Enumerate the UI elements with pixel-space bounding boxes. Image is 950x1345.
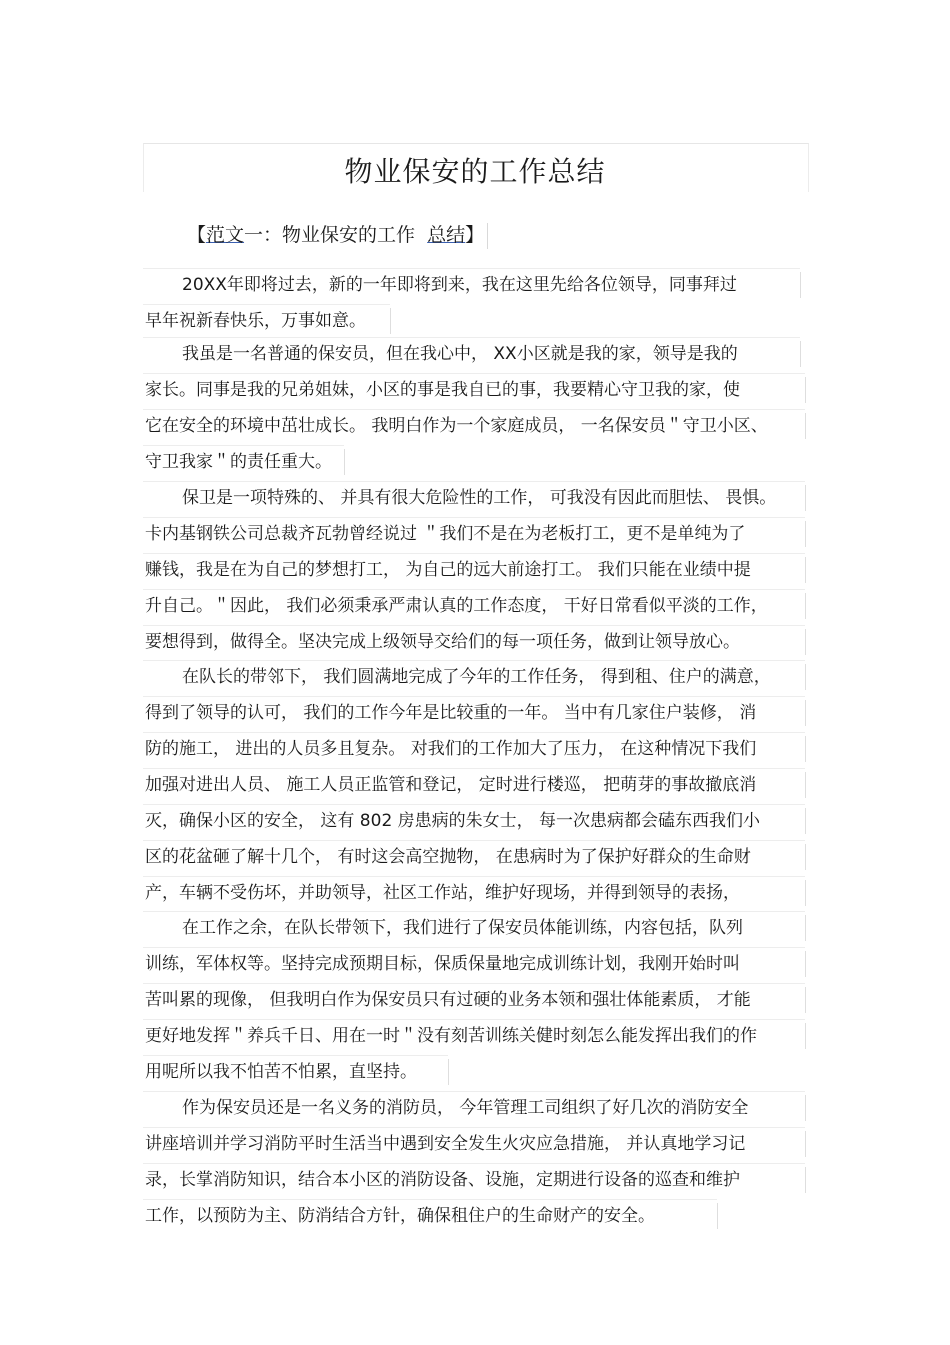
- text-line: 加强对进出人员、 施工人员正监管和登记， 定时进行楼巡， 把萌芽的事故撤底消: [145, 775, 757, 795]
- line-top-rule: [143, 840, 805, 841]
- subtitle-part-3: 总结: [427, 224, 466, 246]
- text-line: 我虽是一名普通的保安员，但在我心中， XX小区就是我的家，领导是我的: [182, 344, 738, 364]
- line-top-rule: [143, 268, 800, 269]
- line-top-rule: [143, 445, 344, 446]
- line-edge-rule: [805, 915, 806, 941]
- line-top-rule: [143, 911, 805, 912]
- line-edge-rule: [390, 308, 391, 334]
- line-edge-rule: [805, 1095, 806, 1121]
- text-line: 它在安全的环境中茁壮成长。 我明白作为一个家庭成员， 一名保安员＂守卫小区、: [145, 416, 768, 436]
- text-line: 在队长的带邻下， 我们圆满地完成了今年的工作任务， 得到租、住户的满意，: [182, 667, 771, 687]
- line-edge-rule: [805, 629, 806, 655]
- text-line: 卡内基钢铁公司总裁齐瓦勃曾经说过 ＂我们不是在为老板打工，更不是单纯为了: [145, 524, 746, 544]
- line-top-rule: [143, 1127, 805, 1128]
- subtitle-edge-rule: [487, 223, 488, 249]
- line-edge-rule: [805, 413, 806, 439]
- text-line: 苦叫累的现像， 但我明白作为保安员只有过硬的业务本领和强壮体能素质， 才能: [145, 990, 751, 1010]
- text-line: 录，长掌消防知识，结合本小区的消防设备、设施，定期进行设备的巡查和维护: [145, 1170, 740, 1190]
- text-line: 赚钱，我是在为自己的梦想打工， 为自己的远大前途打工。 我们只能在业绩中提: [145, 560, 751, 580]
- line-edge-rule: [805, 485, 806, 511]
- line-top-rule: [143, 768, 805, 769]
- line-top-rule: [143, 517, 805, 518]
- text-line: 区的花盆砸了解十几个， 有时这会高空抛物， 在患病时为了保护好群众的生命财: [145, 847, 751, 867]
- line-edge-rule: [805, 1131, 806, 1157]
- line-edge-rule: [805, 772, 806, 798]
- line-top-rule: [143, 696, 805, 697]
- text-line: 在工作之余，在队长带领下，我们进行了保安员体能训练，内容包括，队列: [182, 918, 743, 938]
- text-line: 防的施工， 进出的人员多且复杂。 对我们的工作加大了压力， 在这种情况下我们: [145, 739, 757, 759]
- text-line: 用呢所以我不怕苦不怕累，直坚持。: [145, 1062, 417, 1082]
- line-top-rule: [143, 304, 390, 305]
- text-line: 得到了领导的认可， 我们的工作今年是比较重的一年。 当中有几家住户装修， 消: [145, 703, 757, 723]
- line-top-rule: [143, 660, 805, 661]
- line-edge-rule: [805, 1167, 806, 1193]
- text-line: 升自己。＂因此， 我们必须秉承严肃认真的工作态度， 干好日常看似平淡的工作，: [145, 596, 768, 616]
- line-edge-rule: [717, 1203, 718, 1229]
- line-top-rule: [143, 553, 805, 554]
- line-edge-rule: [344, 449, 345, 475]
- subtitle-open-bracket: 【: [187, 224, 207, 246]
- subtitle-part-2: 一：物业保安的工作: [244, 224, 416, 246]
- text-line: 20XX年即将过去，新的一年即将到来，我在这里先给各位领导，同事拜过: [182, 275, 737, 295]
- text-line: 早年祝新春快乐，万事如意。: [145, 311, 366, 331]
- line-top-rule: [143, 876, 805, 877]
- line-edge-rule: [805, 377, 806, 403]
- text-line: 保卫是一项特殊的、 并具有很大危险性的工作， 可我没有因此而胆怯、 畏惧。: [182, 488, 777, 508]
- text-line: 作为保安员还是一名义务的消防员， 今年管理工司组织了好几次的消防安全: [182, 1098, 749, 1118]
- line-top-rule: [143, 625, 805, 626]
- line-top-rule: [143, 804, 805, 805]
- line-top-rule: [143, 1019, 805, 1020]
- line-top-rule: [143, 409, 805, 410]
- line-top-rule: [143, 1163, 805, 1164]
- page-title: 物业保安的工作总结: [344, 155, 606, 188]
- line-top-rule: [143, 481, 805, 482]
- line-top-rule: [143, 1199, 717, 1200]
- line-edge-rule: [448, 1059, 449, 1085]
- text-line: 训练，军体权等。坚持完成预期目标，保质保量地完成训练计划，我刚开始时叫: [145, 954, 740, 974]
- text-line: 更好地发挥＂养兵千日、用在一时＂没有刻苦训练关健时刻怎么能发挥出我们的作: [145, 1026, 757, 1046]
- line-edge-rule: [805, 951, 806, 977]
- subtitle-part-1: 范文: [206, 224, 245, 246]
- line-edge-rule: [805, 808, 806, 834]
- line-edge-rule: [805, 844, 806, 870]
- subtitle: [187, 220, 488, 249]
- text-line: 要想得到，做得全。坚决完成上级领导交给们的每一项任务，做到让领导放心。: [145, 632, 740, 652]
- line-edge-rule: [805, 1023, 806, 1049]
- line-top-rule: [143, 983, 805, 984]
- subtitle-close-bracket: 】: [465, 224, 485, 246]
- line-edge-rule: [805, 736, 806, 762]
- line-edge-rule: [805, 880, 806, 906]
- line-edge-rule: [800, 341, 801, 367]
- line-top-rule: [143, 732, 805, 733]
- line-edge-rule: [805, 593, 806, 619]
- line-top-rule: [143, 589, 805, 590]
- text-line: 守卫我家＂的责任重大。: [145, 452, 332, 472]
- line-edge-rule: [805, 521, 806, 547]
- line-edge-rule: [805, 700, 806, 726]
- line-edge-rule: [805, 557, 806, 583]
- text-line: 工作，以预防为主、防消结合方针，确保租住户的生命财产的安全。: [145, 1206, 655, 1226]
- line-top-rule: [143, 947, 805, 948]
- line-edge-rule: [800, 272, 801, 298]
- text-line: 讲座培训并学习消防平时生活当中遇到安全发生火灾应急措施， 并认真地学习记: [145, 1134, 746, 1154]
- line-top-rule: [143, 1091, 805, 1092]
- text-line: 产，车辆不受伤坏，并助领导，社区工作站，维护好现场，并得到领导的表扬，: [145, 883, 740, 903]
- line-top-rule: [143, 337, 800, 338]
- line-edge-rule: [805, 664, 806, 690]
- line-edge-rule: [805, 987, 806, 1013]
- text-line: 家长。同事是我的兄弟姐妹，小区的事是我自已的事，我要精心守卫我的家，使: [145, 380, 740, 400]
- line-top-rule: [143, 373, 805, 374]
- text-line: 灭，确保小区的安全， 这有 802 房患病的朱女士， 每一次患病都会磕东西我们小: [145, 811, 761, 831]
- line-top-rule: [143, 1055, 448, 1056]
